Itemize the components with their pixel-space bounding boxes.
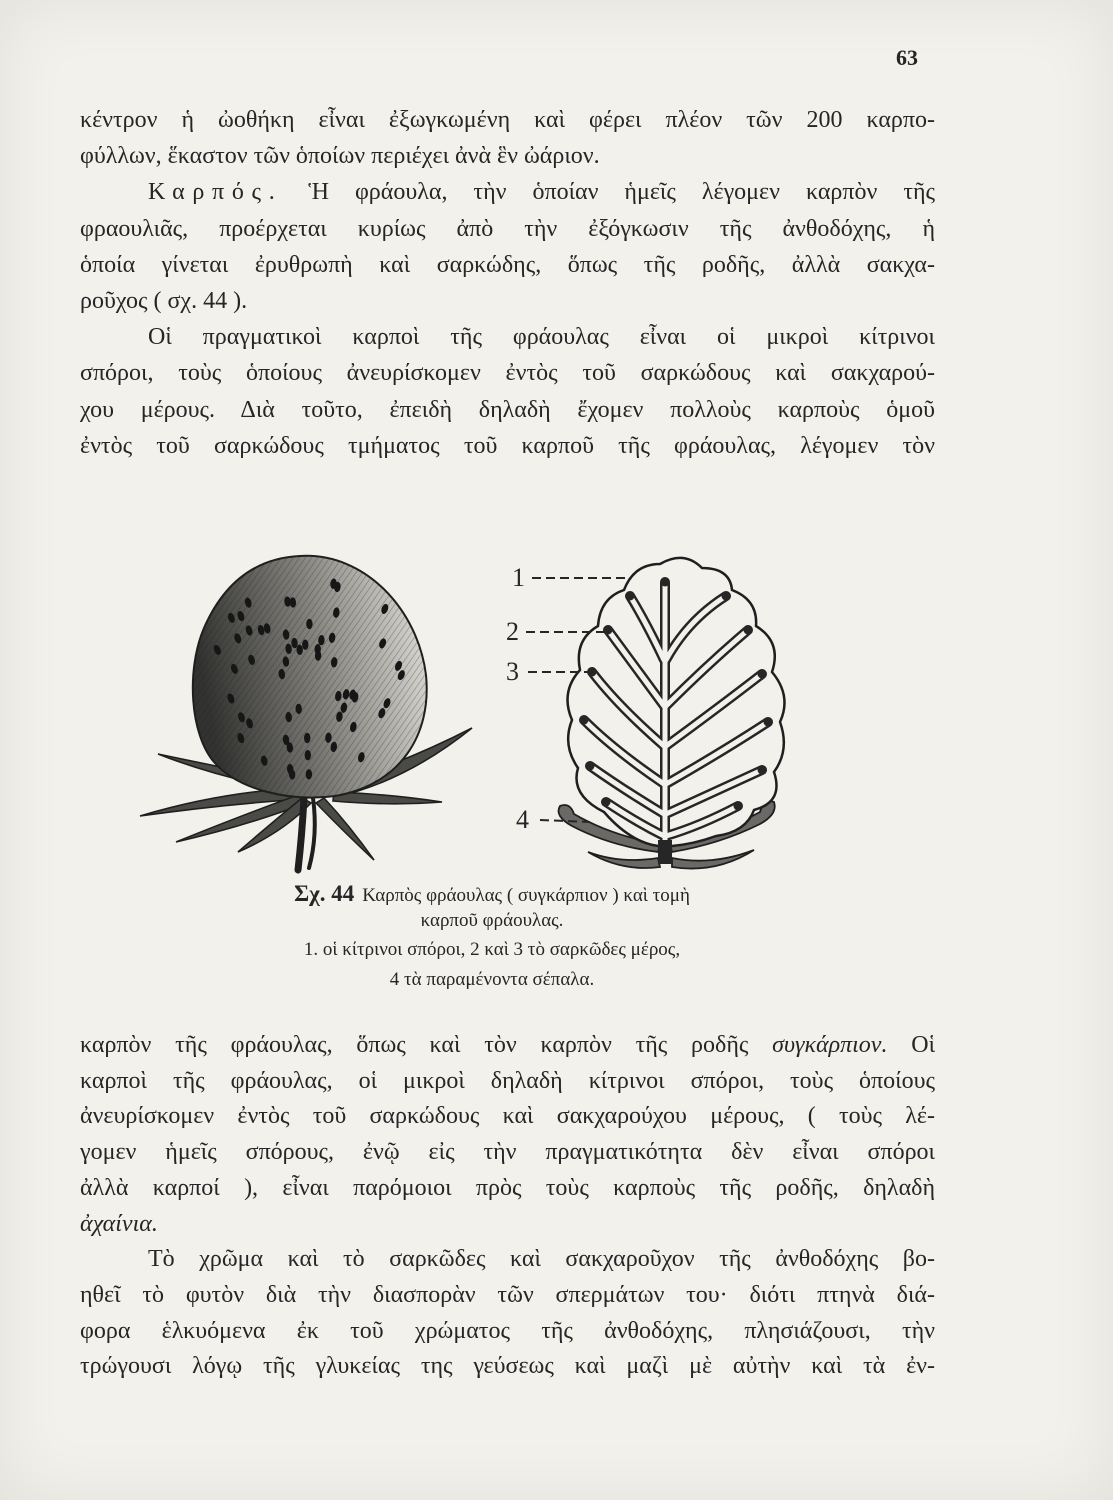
text-line: φραουλιᾶς, προέρχεται κυρίως ἀπὸ τὴν ἐξόγκωσιν τῆς ἀνθοδόχης, ἡ [80, 215, 935, 242]
achene [758, 670, 767, 679]
strawberry-drawing [140, 556, 472, 870]
caption-line: 4 τὰ παραμένοντα σέπαλα. [389, 969, 595, 990]
text-line: γομεν ἡμεῖς σπόρους, ἐνῷ εἰς τὴν πραγματικότητα δὲν εἶναι σπόροι [80, 1139, 935, 1166]
label-4: 4 [516, 805, 529, 834]
text-line: Οἱ πραγματικοὶ καρποὶ τῆς φράουλας εἶναι οἱ μικροὶ κίτρινοι [148, 324, 935, 351]
text-line: χου μέρους. Διὰ τοῦτο, ἐπειδὴ δηλαδὴ ἔχομεν πολλοὺς καρποὺς ὁμοῦ [80, 396, 935, 423]
text-line: φύλλων, ἕκαστον τῶν ὁποίων περιέχει ἀνὰ ἓν ὠάριον. [80, 143, 600, 170]
figure-44-illustration [0, 540, 1113, 880]
label-2: 2 [506, 617, 519, 646]
sepal [316, 798, 374, 860]
text-segment: Ἡ φράουλα, τὴν ὁποίαν ἡμεῖς λέγομεν καρπὸν τῆς [308, 179, 935, 206]
achene [602, 798, 611, 807]
text-line [80, 1027, 935, 1063]
page-number: 63 [896, 45, 918, 70]
sepal [588, 852, 660, 868]
achene [626, 592, 635, 601]
achene [744, 626, 753, 635]
label-3: 3 [506, 657, 519, 686]
figure-number: Σχ. 44 [294, 881, 355, 906]
text-line: Τὸ χρῶμα καὶ τὸ σαρκῶδες καὶ σακχαροῦχον τῆς ἀνθοδόχης βο- [148, 1246, 935, 1273]
text-block-bottom [80, 1027, 935, 1385]
caption-text: Καρπὸς φράουλας ( συγκάρπιον ) καὶ τομὴ [362, 885, 690, 906]
term-italic-line: ἀχαίνια. [80, 1210, 158, 1237]
text-line-heading [80, 174, 935, 210]
text-line: ηθεῖ τὸ φυτὸν διὰ τὴν διασπορὰν τῶν σπερμάτων του· διότι πτηνὰ διά- [80, 1281, 935, 1308]
text-line: ἀνευρίσκομεν ἐντὸς τοῦ σαρκώδους καὶ σακχαρούχου μέρους, ( τοὺς λέ- [80, 1103, 935, 1130]
label-1: 1 [512, 563, 525, 592]
achene [661, 578, 670, 587]
section-heading: Καρπός. [148, 179, 283, 206]
text-line: ἐντὸς τοῦ σαρκώδους τμήματος τοῦ καρποῦ τῆς φράουλας, λέγομεν τὸν [80, 432, 935, 459]
text-line: φορα ἑλκυόμενα ἐκ τοῦ χρώματος τῆς ἀνθοδόχης, πλησιάζουσι, τὴν [80, 1317, 935, 1344]
text-line: καρποὶ τῆς φράουλας, οἱ μικροὶ δηλαδὴ κίτρινοι σπόροι, τοὺς ὁποίους [80, 1067, 935, 1094]
text-line: ἀλλὰ καρποί ), εἶναι παρόμοιοι πρὸς τοὺς καρποὺς τῆς ροδῆς, δηλαδὴ [80, 1174, 935, 1201]
achene [758, 766, 767, 775]
section-stem [658, 840, 672, 864]
caption-line: 1. οἱ κίτρινοι σπόροι, 2 καὶ 3 τὸ σαρκῶδες μέρος, [303, 939, 681, 960]
caption-line [182, 880, 802, 908]
text-segment: Οἱ [911, 1032, 935, 1058]
achene [764, 718, 773, 727]
seed [306, 769, 312, 779]
achene [586, 762, 595, 771]
text-line: τρώγουσι λόγῳ τῆς γλυκείας της γεύσεως καὶ μαζὶ μὲ αὐτὴν καὶ τὰ ἐν- [80, 1353, 935, 1380]
sepal [672, 850, 754, 869]
term-italic: συγκάρπιον. [772, 1032, 888, 1058]
text-line: σπόροι, τοὺς ὁποίους ἀνευρίσκομεν ἐντὸς τοῦ σαρκώδους καὶ σακχαρού- [80, 360, 935, 387]
text-block-top [80, 102, 935, 464]
text-line: ὁποία γίνεται ἐρυθρωπὴ καὶ σαρκώδης, ὅπως τῆς ροδῆς, ἀλλὰ σακχα- [80, 251, 935, 278]
achene [580, 716, 589, 725]
seed [306, 619, 312, 629]
achene [722, 592, 731, 601]
achene [734, 802, 743, 811]
strawberry-hatching [193, 556, 427, 798]
text-segment: καρπὸν τῆς φράουλας, ὅπως καὶ τὸν καρπὸν τῆς ροδῆς [80, 1032, 749, 1058]
caption-line: καρποῦ φράουλας. [420, 910, 564, 931]
strawberry-stem-strand [309, 798, 315, 868]
text-line: κέντρον ἡ ὠοθήκη εἶναι ἐξωγκωμένη καὶ φέρει πλέον τῶν 200 καρπο- [80, 107, 935, 133]
achene [604, 626, 613, 635]
text-line: ροῦχος ( σχ. 44 ). [80, 288, 248, 314]
strawberry-section-drawing [559, 558, 785, 869]
